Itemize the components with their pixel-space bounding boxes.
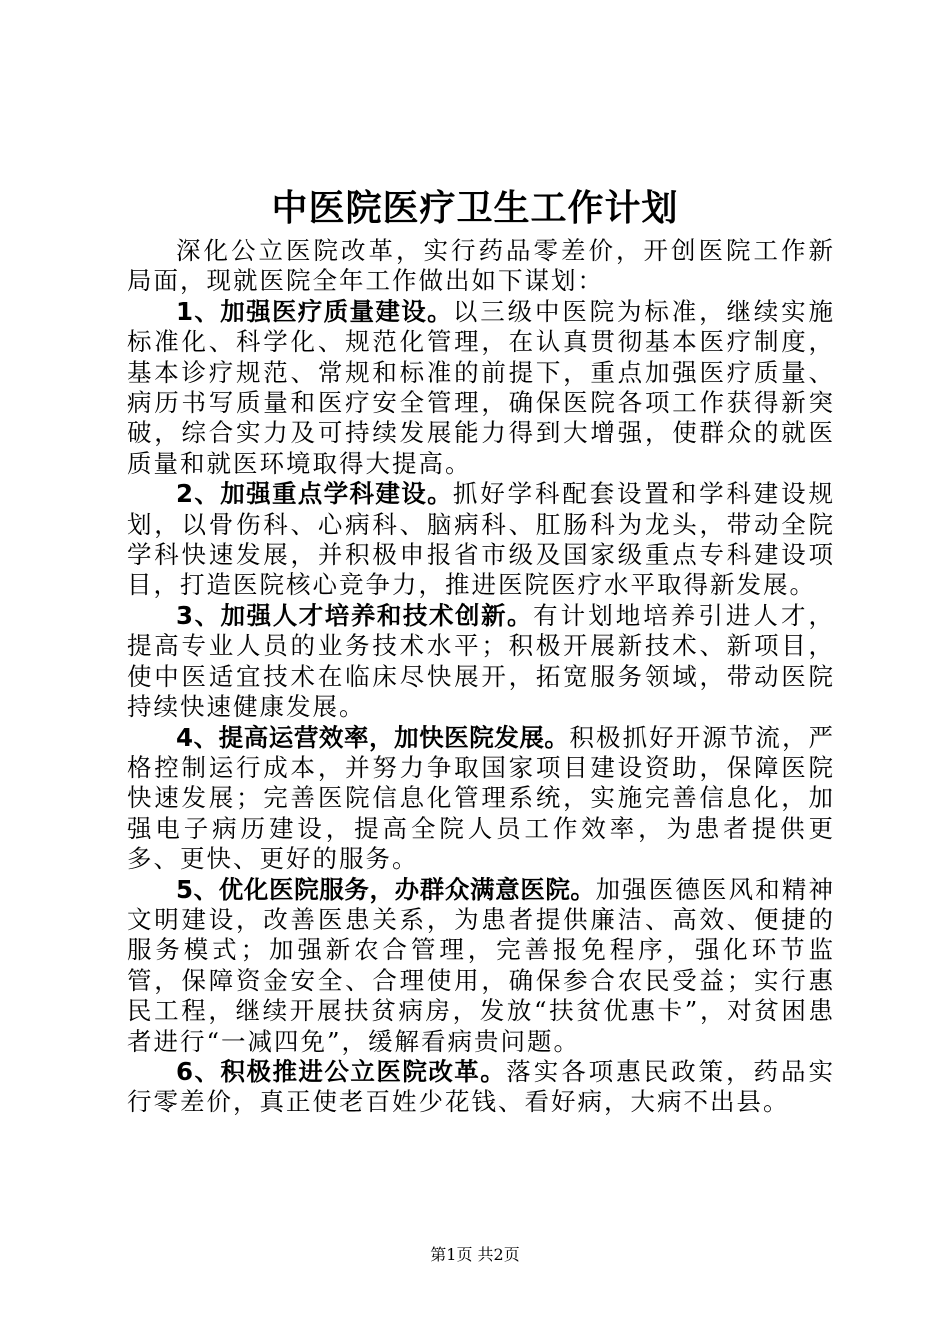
section-heading-2: 2、加强重点学科建设。 [176,479,453,509]
section-text-6: 落实各项惠民政策，药品实行零差价，真正使老百姓少花钱、看好病，大病不出县。 [127,1056,835,1117]
section-text-5: 加强医德医风和精神文明建设，改善医患关系，为患者提供廉洁、高效、便捷的服务模式；加强新农合管理，完善报免程序，强化环节监管，保障资金安全、合理使用，确保参合农民受益；实行惠民工程，继续开展扶贫病房，发放“扶贫优惠卡”，对贫困患者进行“一减四免”，缓解看病贵问题。 [127,874,836,1056]
section-heading-3: 3、加强人才培养和技术创新。 [176,600,534,630]
intro-paragraph: 深化公立医院改革，实行药品零差价，开创医院工作新局面，现就医院全年工作做出如下谋划： [127,236,835,296]
section-heading-1: 1、加强医疗质量建设。 [176,296,453,326]
document-body [127,236,835,1118]
document-title: 中医院医疗卫生工作计划 [271,187,679,229]
section-text-1: 以三级中医院为标准，继续实施标准化、科学化、规范化管理，在认真贯彻基本医疗制度，基本诊疗规范、常规和标准的前提下，重点加强医疗质量、病历书写质量和医疗安全管理，确保医院各项工作获得新突破，综合实力及可持续发展能力得到大增强，使群众的就医质量和就医环境取得大提高。 [127,296,835,478]
section-paragraph-3 [127,601,835,723]
page-number-footer: 第1页 共2页 [430,1245,520,1264]
section-paragraph-4 [127,723,835,875]
section-heading-6: 6、积极推进公立医院改革。 [176,1056,507,1086]
section-text-2: 抓好学科配套设置和学科建设规划，以骨伤科、心病科、脑病科、肛肠科为龙头，带动全院学科快速发展，并积极申报省市级及国家级重点专科建设项目，打造医院核心竞争力，推进医院医疗水平取得新发展。 [127,479,835,600]
section-paragraph-2 [127,479,835,601]
section-text-4: 积极抓好开源节流，严格控制运行成本，并努力争取国家项目建设资助，保障医院快速发展；完善医院信息化管理系统，实施完善信息化，加强电子病历建设，提高全院人员工作效率，为患者提供更多、更快、更好的服务。 [127,722,836,874]
section-paragraph-5 [127,875,835,1057]
section-heading-4: 4、提高运营效率，加快医院发展。 [176,722,570,752]
section-paragraph-1 [127,297,835,479]
section-text-3: 有计划地培养引进人才，提高专业人员的业务技术水平；积极开展新技术、新项目，使中医适宜技术在临床尽快展开，拓宽服务领域，带动医院持续快速健康发展。 [127,600,836,722]
section-paragraph-6 [127,1057,835,1118]
section-heading-5: 5、优化医院服务，办群众满意医院。 [176,874,596,904]
